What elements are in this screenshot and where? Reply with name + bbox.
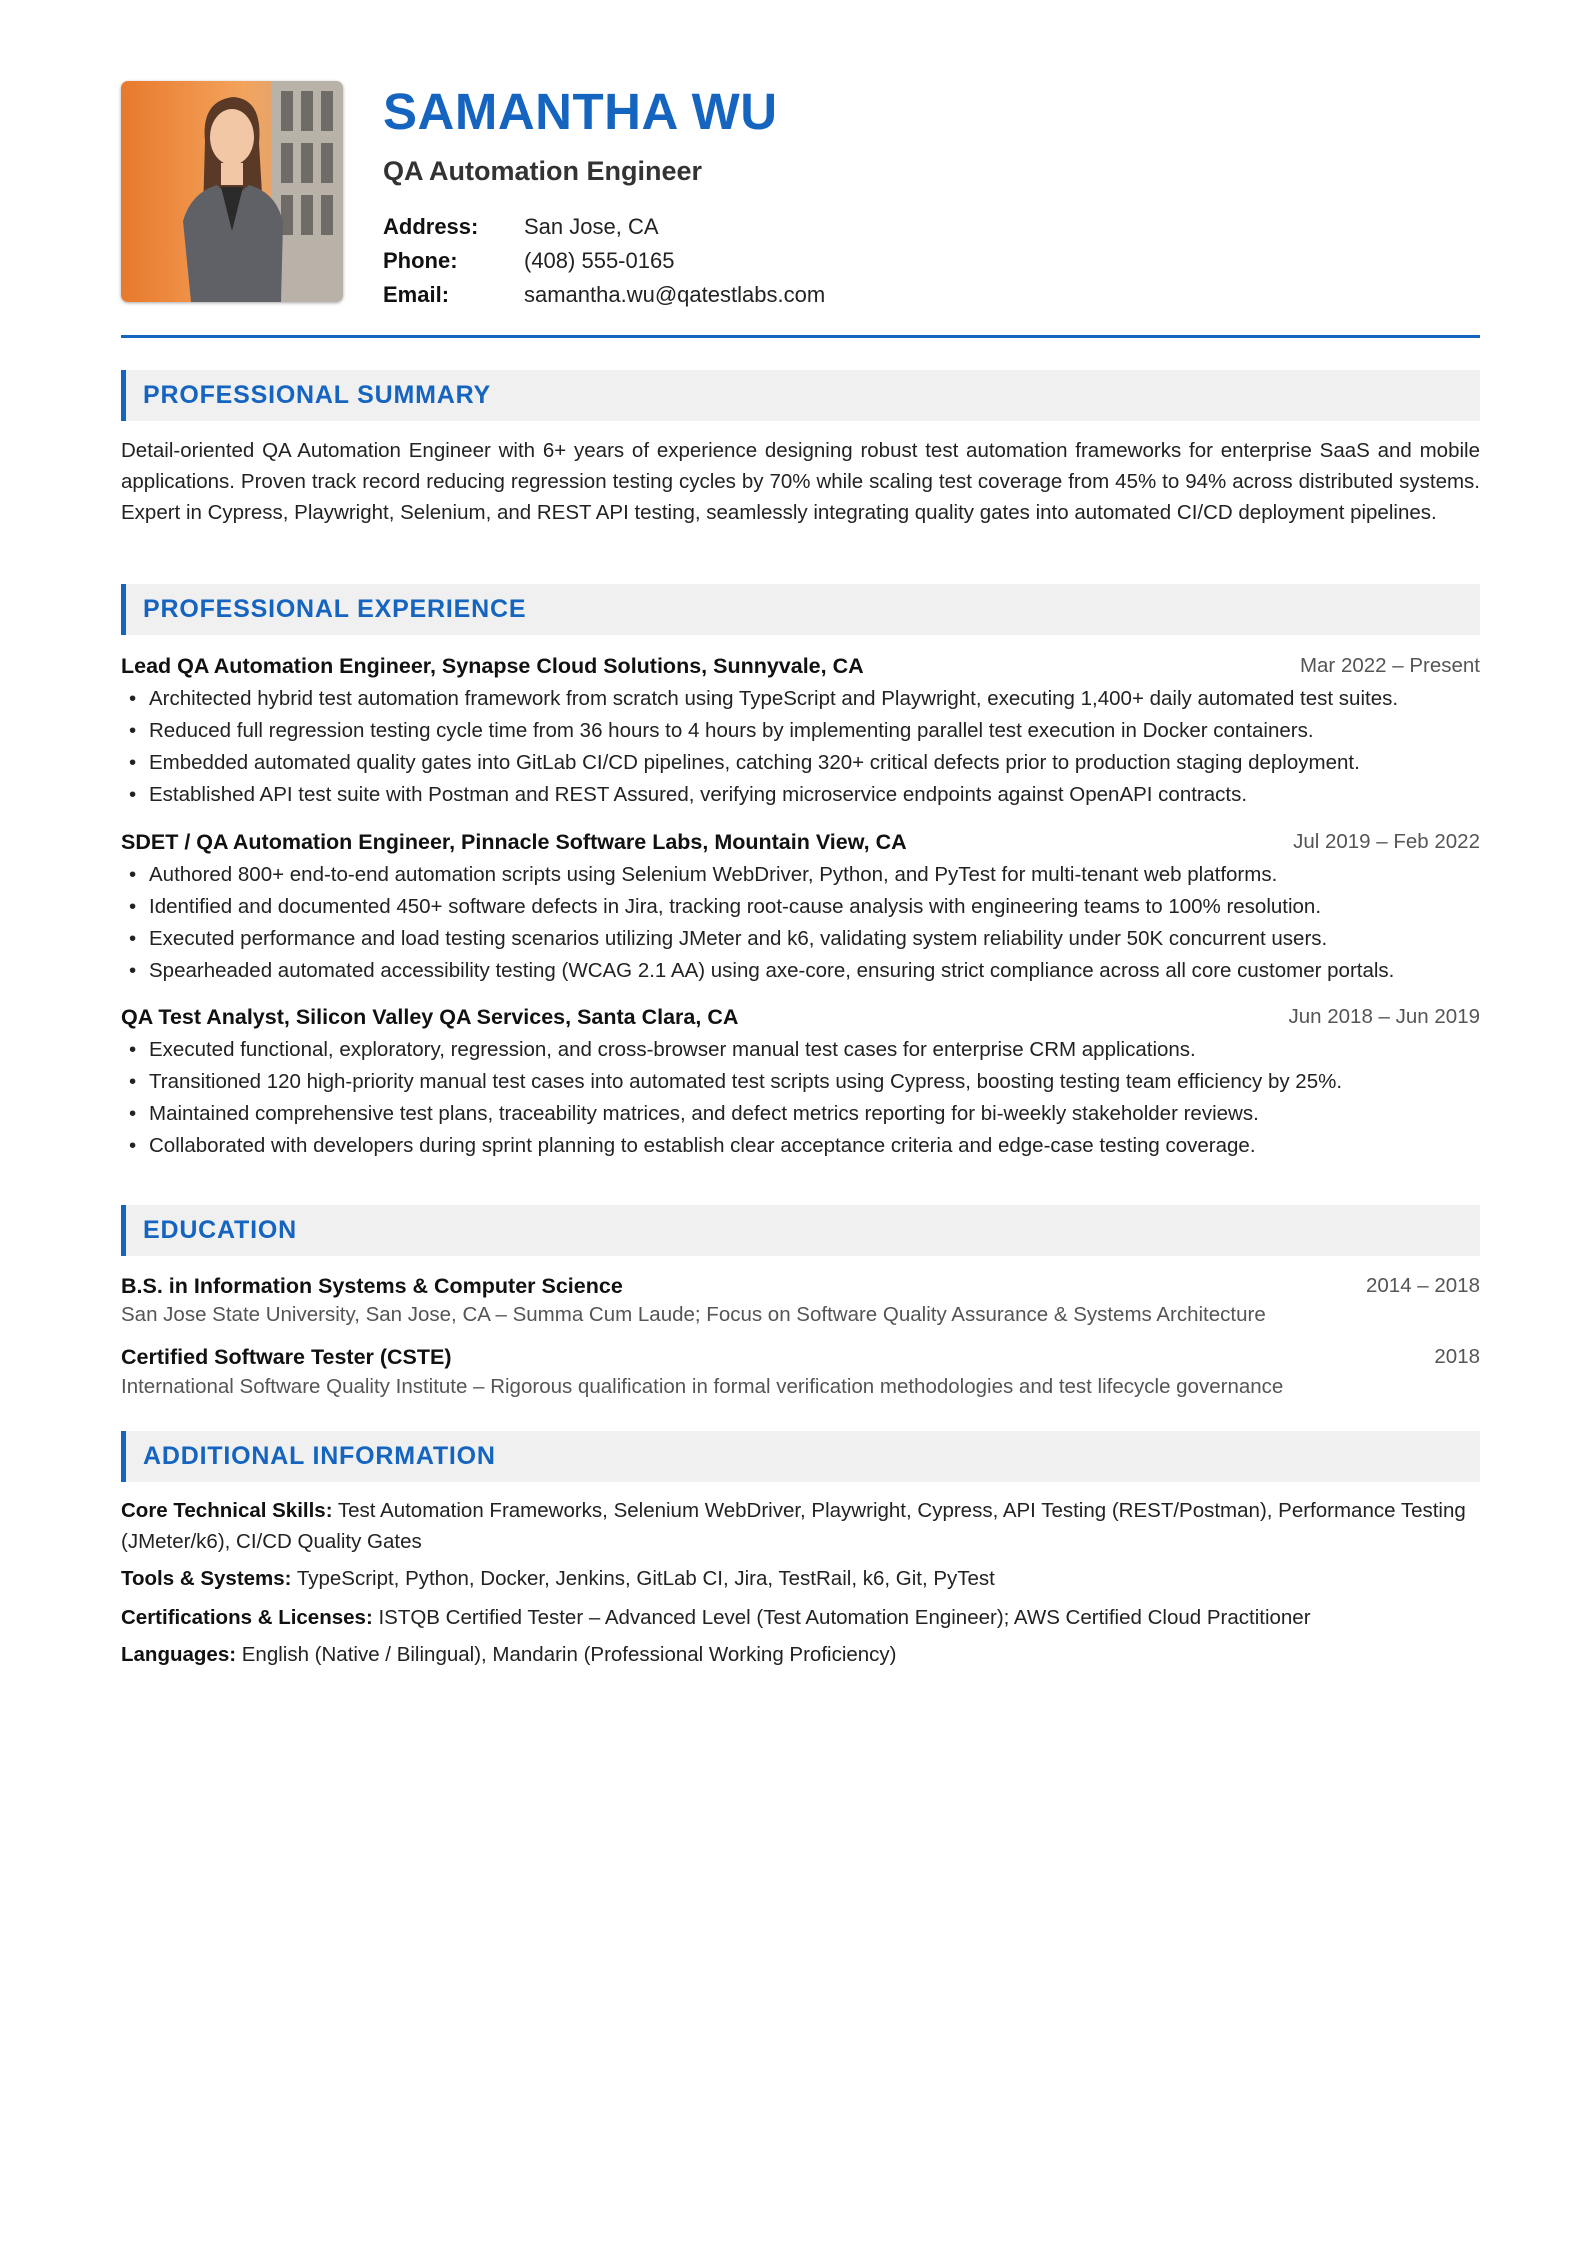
address-value: San Jose, CA xyxy=(524,214,659,239)
list-item: • Collaborated with developers during sprint planning to establish clear acceptance criteria and edge-case testing coverage. xyxy=(121,1130,1480,1162)
job-dates: Jul 2019 – Feb 2022 xyxy=(1293,830,1480,853)
contact-label: Email: xyxy=(383,282,450,307)
contact-label: Address: xyxy=(383,214,479,239)
info-label: Certifications & Licenses: xyxy=(121,1606,373,1629)
job-bullet-list xyxy=(121,859,1480,987)
section-heading-education xyxy=(121,1205,1480,1256)
info-value: ISTQB Certified Tester – Advanced Level (Test Automation Engineer); AWS Certified Cloud Practitioner xyxy=(378,1606,1311,1629)
list-item: • Maintained comprehensive test plans, traceability matrices, and defect metrics reporting for bi-weekly stakeholder reviews. xyxy=(121,1098,1480,1130)
phone-value: (408) 555-0165 xyxy=(524,248,675,273)
job-dates: Jun 2018 – Jun 2019 xyxy=(1288,1005,1480,1028)
resume-page xyxy=(121,80,1480,1666)
list-item: • Executed functional, exploratory, regression, and cross-browser manual test cases for enterprise CRM applications. xyxy=(121,1034,1480,1066)
contact-block xyxy=(383,210,825,312)
job-bullet-list xyxy=(121,683,1480,811)
resume-header xyxy=(121,80,1480,307)
profile-photo-image xyxy=(121,81,343,302)
contact-row-phone xyxy=(383,244,825,278)
contact-row-email xyxy=(383,278,825,312)
education-detail: San Jose State University, San Jose, CA – Summa Cum Laude; Focus on Software Quality Assurance & Systems Architecture xyxy=(121,1303,1266,1326)
info-label: Tools & Systems: xyxy=(121,1567,292,1590)
certification-title: Certified Software Tester (CSTE) xyxy=(121,1345,452,1369)
profile-photo xyxy=(121,81,343,302)
education-header xyxy=(121,1271,1480,1301)
education-dates: 2018 xyxy=(1434,1345,1480,1368)
list-item: • Established API test suite with Postman and REST Assured, verifying microservice endpoints against OpenAPI contracts. xyxy=(121,779,1480,811)
info-certifications xyxy=(121,1602,1480,1633)
info-label: Languages: xyxy=(121,1643,237,1666)
job-title: QA Test Analyst, Silicon Valley QA Services, Santa Clara, CA xyxy=(121,1005,739,1029)
section-heading-summary xyxy=(121,370,1480,421)
job-bullet-list xyxy=(121,1034,1480,1162)
info-languages xyxy=(121,1639,1480,1670)
job-title: Lead QA Automation Engineer, Synapse Cloud Solutions, Sunnyvale, CA xyxy=(121,654,864,678)
section-heading-text: PROFESSIONAL EXPERIENCE xyxy=(143,595,527,623)
job-title: SDET / QA Automation Engineer, Pinnacle Software Labs, Mountain View, CA xyxy=(121,830,907,854)
job-dates: Mar 2022 – Present xyxy=(1299,654,1480,677)
list-item: • Identified and documented 450+ software defects in Jira, tracking root-cause analysis with engineering teams to 100% resolution. xyxy=(121,891,1480,923)
degree-title: B.S. in Information Systems & Computer Science xyxy=(121,1274,623,1298)
info-core-skills xyxy=(121,1495,1480,1557)
candidate-name: SAMANTHA WU xyxy=(383,83,778,140)
section-heading-experience xyxy=(121,584,1480,635)
list-item: • Transitioned 120 high-priority manual test cases into automated test scripts using Cypress, boosting testing team efficiency by 25%. xyxy=(121,1066,1480,1098)
education-header xyxy=(121,1342,1480,1372)
section-heading-text: PROFESSIONAL SUMMARY xyxy=(143,381,491,409)
section-heading-text: EDUCATION xyxy=(143,1216,297,1244)
email-value: samantha.wu@qatestlabs.com xyxy=(524,282,826,307)
job-header xyxy=(121,1002,1480,1032)
info-value: Test Automation Frameworks, Selenium WebDriver, Playwright, Cypress, API Testing (REST/Postman), Performance Testing (JMeter/k6), CI/CD Quality Gates xyxy=(121,1499,1466,1553)
info-tools xyxy=(121,1563,1480,1594)
list-item: • Authored 800+ end-to-end automation scripts using Selenium WebDriver, Python, and PyTest for multi-tenant web platforms. xyxy=(121,859,1480,891)
contact-row-address xyxy=(383,210,825,244)
section-heading-text: ADDITIONAL INFORMATION xyxy=(143,1442,496,1470)
list-item: • Executed performance and load testing scenarios utilizing JMeter and k6, validating system reliability under 50K concurrent users. xyxy=(121,923,1480,955)
education-detail: International Software Quality Institute – Rigorous qualification in formal verification methodologies and test lifecycle governance xyxy=(121,1375,1284,1398)
summary-text: Detail-oriented QA Automation Engineer with 6+ years of experience designing robust test automation frameworks for enterprise SaaS and mobile applications. Proven track record reducing regression testing cycles by 70% while scaling test coverage from 45% to 94% across distributed systems. Expert in Cypress, Playwright, Selenium, and REST API testing, seamlessly integrating quality gates into automated CI/CD deployment pipelines. xyxy=(121,439,1480,524)
info-value: English (Native / Bilingual), Mandarin (Professional Working Proficiency) xyxy=(241,1643,897,1666)
job-header xyxy=(121,827,1480,857)
job-header xyxy=(121,651,1480,681)
candidate-job-title: QA Automation Engineer xyxy=(383,156,703,186)
header-divider xyxy=(121,335,1480,338)
list-item: • Spearheaded automated accessibility testing (WCAG 2.1 AA) using axe-core, ensuring strict compliance across all core customer portals. xyxy=(121,955,1480,987)
info-value: TypeScript, Python, Docker, Jenkins, GitLab CI, Jira, TestRail, k6, Git, PyTest xyxy=(296,1567,995,1590)
education-dates: 2014 – 2018 xyxy=(1365,1274,1480,1297)
list-item: • Embedded automated quality gates into GitLab CI/CD pipelines, catching 320+ critical defects prior to production staging deployment. xyxy=(121,747,1480,779)
section-heading-additional xyxy=(121,1431,1480,1482)
contact-label: Phone: xyxy=(383,248,458,273)
list-item: • Architected hybrid test automation framework from scratch using TypeScript and Playwright, executing 1,400+ daily automated test suites. xyxy=(121,683,1480,715)
info-label: Core Technical Skills: xyxy=(121,1499,333,1522)
list-item: • Reduced full regression testing cycle time from 36 hours to 4 hours by implementing parallel test execution in Docker containers. xyxy=(121,715,1480,747)
